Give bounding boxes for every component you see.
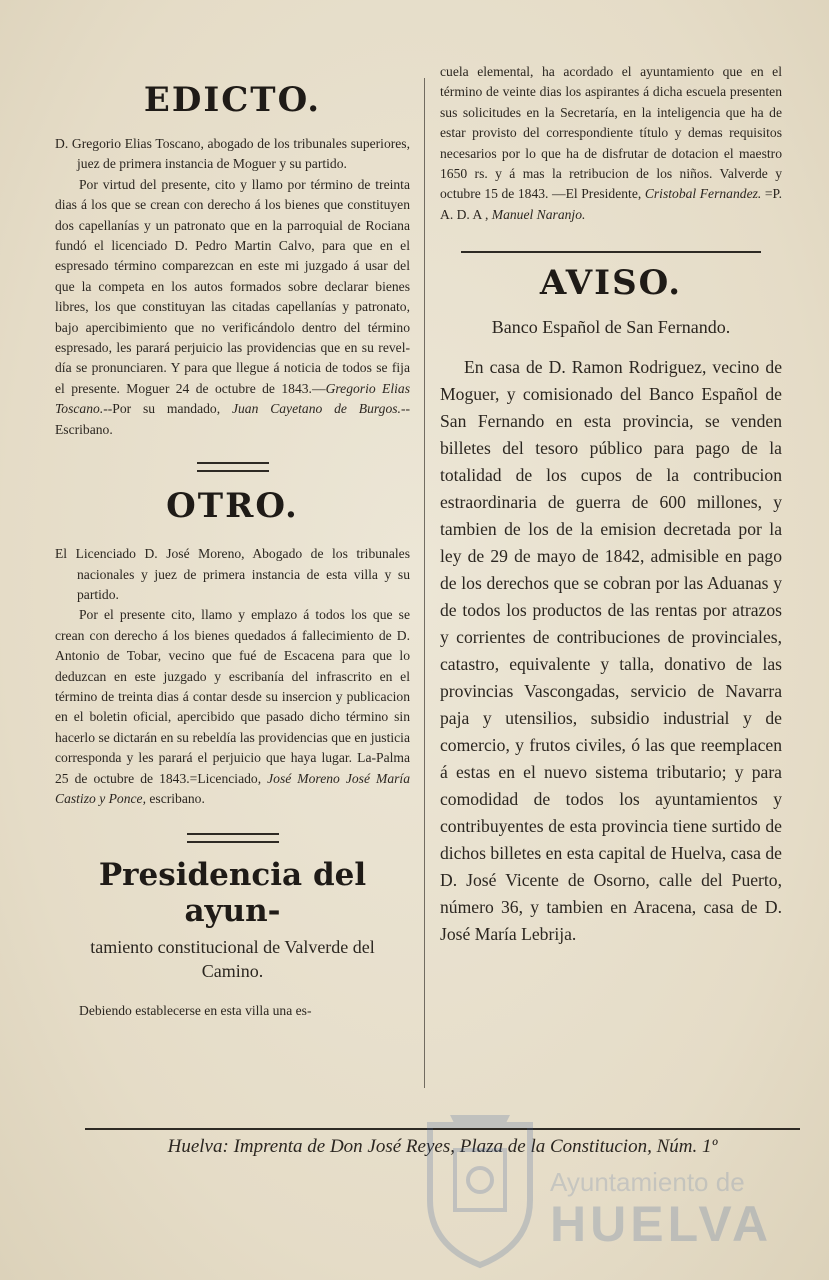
edicto-body	[55, 175, 410, 440]
presidencia-body-start: Debiendo establecerse en esta villa una es-	[79, 1003, 312, 1019]
edicto-intro: D. Gregorio Elias Toscano, abogado de los tribunales superiores, juez de primera instancia de Moguer y su partido.	[55, 136, 410, 172]
aviso-bank-name: Banco Español de San Fernando.	[491, 317, 731, 338]
presidencia-body-cont	[440, 62, 782, 225]
presidencia-signature-president: Cristobal Fernandez.	[644, 186, 762, 202]
edicto-signature-clerk: Juan Cayetano de Burgos.	[231, 401, 401, 417]
right-column	[440, 62, 782, 948]
horizontal-rule	[461, 251, 761, 253]
presidencia-cont-text: cuela elemental, ha acordado el ayuntamiento que en el término de veinte dias los aspirantes á dicha escuela presenten sus solicitudes en la Secretaría, en la inteligencia que ha de estar provisto del correspondiente título y demas requisitos necesarios por lo que ha de disfrutar de dotacion el maestro 1650 rs. y á mas la retribucion de los niños. Valverde y octubre 15 de 1843. —El Presidente,	[440, 64, 782, 202]
watermark-line2: HUELVA	[550, 1196, 773, 1252]
edicto-body-end: --Escribano.	[55, 401, 410, 437]
left-column	[55, 62, 410, 1022]
edicto-body-mid: --Por su mandado,	[103, 401, 232, 417]
presidencia-signature-secretary: Manuel Naranjo.	[491, 206, 586, 222]
watermark-line1: Ayuntamiento de	[550, 1167, 745, 1197]
presidencia-heading: Presidencia del ayun-	[98, 857, 367, 930]
column-divider	[424, 78, 425, 1088]
presidencia-cont-mid: =P. A. D. A ,	[440, 186, 782, 222]
separator-ornament	[187, 833, 279, 843]
imprint-footer: Huelva: Imprenta de Don José Reyes, Plaza de la Constitucion, Núm. 1º	[167, 1136, 718, 1157]
otro-heading: OTRO.	[166, 486, 299, 527]
aviso-body: En casa de D. Ramon Rodriguez, vecino de Moguer, y comisionado del Banco Español de San Fernando en esta provincia, se venden billetes del tesoro público para pago de la totalidad de los cupos de la contribucion estraordinaria de guerra de 600 millones, y tambien de los de la emision decretada por la ley de 29 de mayo de 1842, admisible en pago de los derechos que se cobran por las Aduanas y de todos los productos de las rentas por atrazos y corrientes de contribuciones de provinciales, catastro, equivalente y talla, donativo de las provincias Vascongadas, servicio de Navarra paja y utensilios, subsidio industrial y de comercio, y frutos civiles, ó las que reemplacen á estas en el nuevo sistema tributario; y para comodidad de todos los ayuntamientos y contribuyentes de esta provincia tiene surtido de dichos billetes en esta capital de Huelva, casa de D. José Vicente de Osorno, calle del Puerto, número 36, y tambien en Aracena, casa de D. José María Lebrija.	[440, 357, 782, 945]
aviso-heading: AVISO.	[539, 263, 683, 304]
otro-body-end: escribano.	[146, 790, 205, 806]
edicto-body-text: Por virtud del presente, cito y llamo por término de treinta dias á los que se crean con derecho á los bienes que constituyen dos capellanías y un patronato que en la parroquial de Rociana fundó el licenciado D. Pedro Martin Calvo, para que en el espresado término comparezcan en este mi juzgado á usar del que la competa en los autos formados sobre declarar bienes libres, los que constituyan las citadas capellanías y patronato, bajo apercibimiento que no verificándolo dentro del término espresado, les parará perjuicio las providencias que en su revel-día se pronunciaren. Y para que llegue á noticia de todos se fija el presente. Moguer 24 de octubre de 1843.—	[55, 176, 410, 396]
presidencia-subtitle: tamiento constitucional de Valverde del Camino.	[90, 937, 375, 982]
otro-intro: El Licenciado D. José Moreno, Abogado de los tribunales nacionales y juez de primera instancia de esta villa y su partido.	[55, 546, 410, 602]
separator-ornament	[197, 462, 269, 472]
watermark	[400, 1105, 820, 1275]
otro-body-text: Por el presente cito, llamo y emplazo á todos los que se crean con derecho á los bienes quedados á fallecimiento de D. Antonio de Tobar, vecino que fué de Escacena para que lo deduzcan en este juzgado y escribanía del infrascrito en el término de treinta dias á contar desde su insercion y publicacion en el boletin oficial, apercibido que pasado dicho término sin hacerlo se dictarán en su rebeldía las providencias que en justicia corresponda y les parará el perjuicio que haya lugar. La-Palma 25 de octubre de 1843.=Licenciado,	[55, 607, 410, 786]
coat-of-arms-icon	[420, 1105, 540, 1270]
otro-body	[55, 605, 410, 809]
otro-signatures: José Moreno José María Castizo y Ponce,	[55, 770, 410, 806]
edicto-signature-judge: Gregorio Elias Toscano.	[55, 380, 411, 417]
edicto-heading: EDICTO.	[143, 80, 322, 120]
